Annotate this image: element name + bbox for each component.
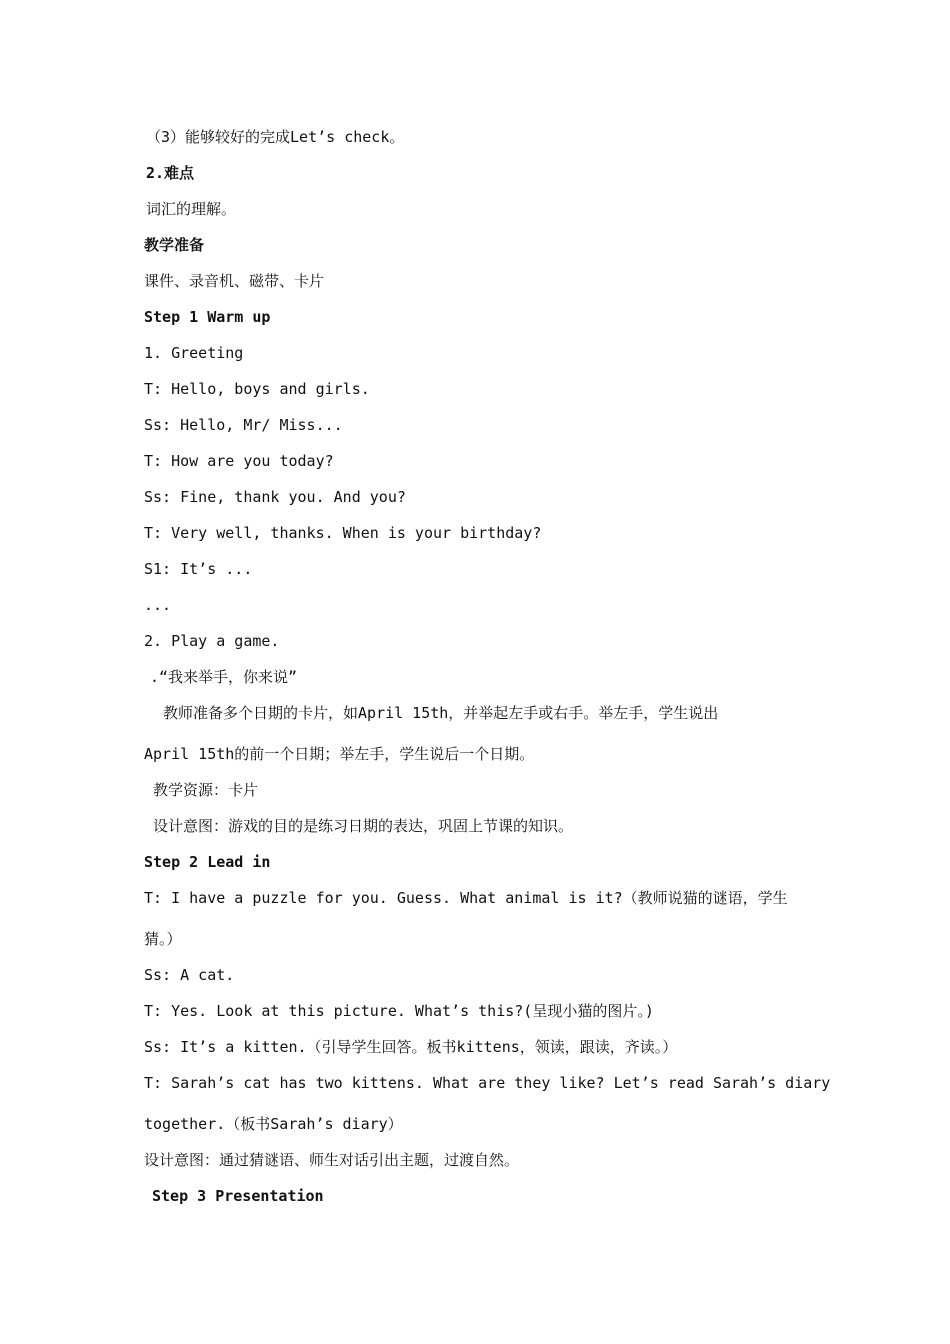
objective-3-line: （3）能够较好的完成Let’s check。 — [146, 128, 405, 146]
step1-heading: Step 1 Warm up — [144, 308, 271, 326]
diary-line-1: T: Sarah’s cat has two kittens. What are they like? Let’s read Sarah’s diary — [144, 1074, 831, 1092]
difficulty-text: 词汇的理解。 — [146, 200, 237, 218]
greeting-subheading: 1. Greeting — [144, 344, 244, 362]
dialogue-line: S1: It’s ... — [144, 560, 253, 578]
game-description-line-1: 教师准备多个日期的卡片，如April 15th，并举起左手或右手。举左手，学生说出 — [163, 704, 719, 722]
dialogue-line: T: Yes. Look at this picture. What’s this?(呈现小猫的图片。) — [144, 1002, 654, 1020]
difficulty-heading: 2.难点 — [146, 164, 195, 182]
dialogue-line: T: Very well, thanks. When is your birthday? — [144, 524, 542, 542]
dialogue-line: Ss: A cat. — [144, 966, 235, 984]
dialogue-line: Ss: Hello, Mr/ Miss... — [144, 416, 343, 434]
design-intent-1: 设计意图：游戏的目的是练习日期的表达，巩固上节课的知识。 — [153, 817, 574, 835]
puzzle-line-2: 猜。） — [144, 930, 182, 948]
game-title: .“我来举手，你来说” — [150, 668, 298, 686]
game-subheading: 2. Play a game. — [144, 632, 280, 650]
preparation-heading: 教学准备 — [144, 236, 205, 254]
step2-heading: Step 2 Lead in — [144, 853, 271, 871]
teaching-resource: 教学资源：卡片 — [153, 781, 259, 799]
dialogue-line: Ss: Fine, thank you. And you? — [144, 488, 406, 506]
dialogue-line: Ss: It’s a kitten.（引导学生回答。板书kittens，领读，跟读，齐读。） — [144, 1038, 678, 1056]
design-intent-2: 设计意图：通过猜谜语、师生对话引出主题，过渡自然。 — [144, 1151, 520, 1169]
preparation-materials: 课件、录音机、磁带、卡片 — [144, 272, 325, 290]
ellipsis-line: ... — [144, 596, 172, 614]
dialogue-line: T: Hello, boys and girls. — [144, 380, 370, 398]
puzzle-line-1: T: I have a puzzle for you. Guess. What animal is it?（教师说猫的谜语，学生 — [144, 889, 788, 907]
dialogue-line: T: How are you today? — [144, 452, 334, 470]
diary-line-2: together.（板书Sarah’s diary） — [144, 1115, 403, 1133]
step3-heading: Step 3 Presentation — [152, 1187, 324, 1205]
game-description-line-2: April 15th的前一个日期；举左手，学生说后一个日期。 — [144, 745, 535, 763]
